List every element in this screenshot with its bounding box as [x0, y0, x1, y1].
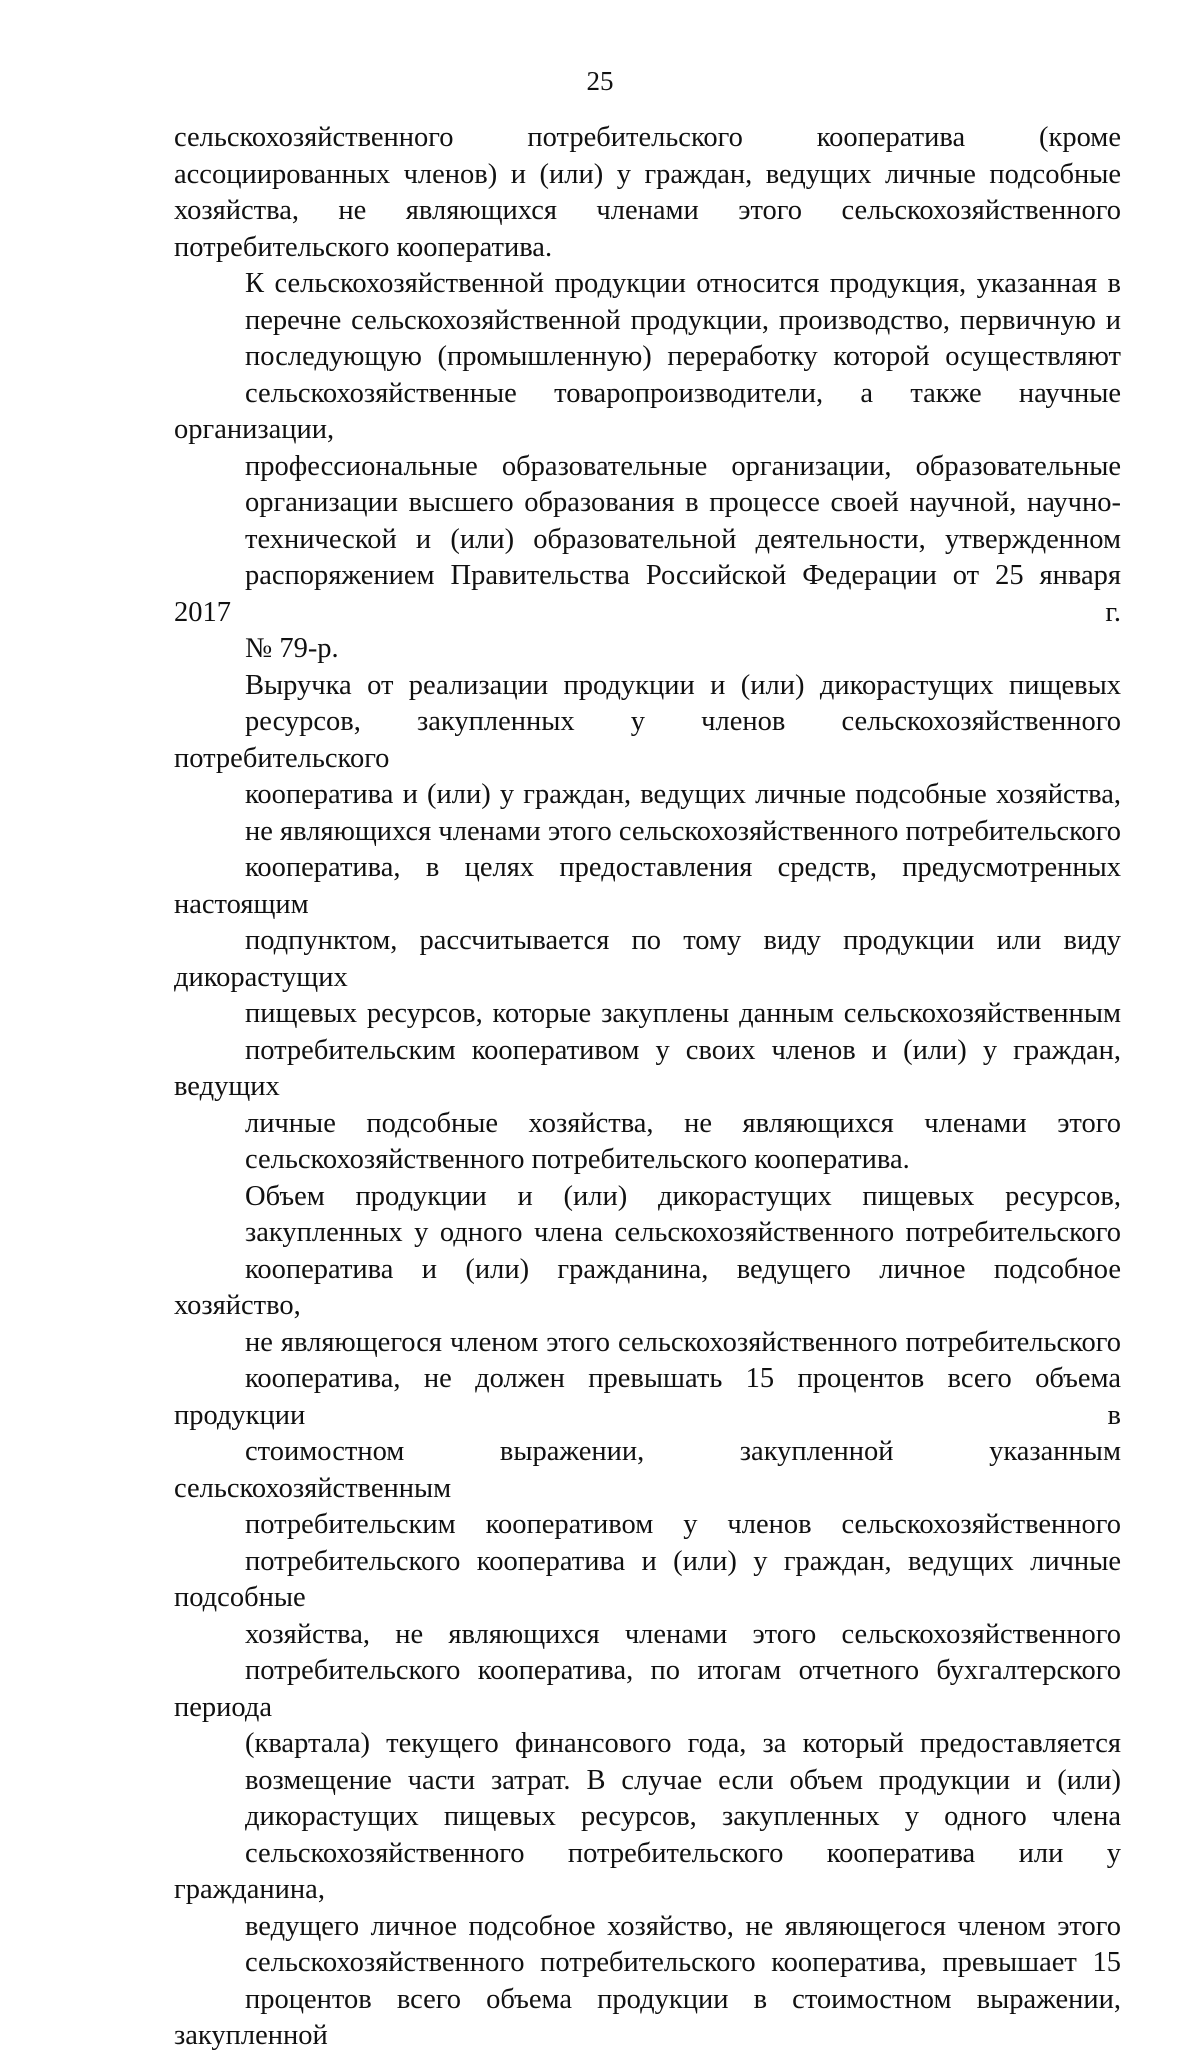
paragraph-revenue [174, 668, 1121, 1179]
text-line: сельскохозяйственного потребительского кооператива, превышает 15 [245, 1947, 1121, 1978]
document-body [174, 120, 1121, 2055]
text-line: подпунктом, рассчитывается по тому виду продукции или виду дикорастущих [174, 925, 1121, 993]
text-line: ведущего личное подсобное хозяйство, не являющегося членом этого [245, 1910, 1121, 1942]
text-line: возмещение части затрат. В случае если объем продукции и (или) [245, 1764, 1121, 1796]
text-line: потребительским кооперативом у своих членов и (или) у граждан, ведущих [174, 1034, 1121, 1102]
text-line: № 79-р. [245, 633, 339, 664]
text-line: кооператива, в целях предоставления средств, предусмотренных настоящим [174, 852, 1121, 920]
paragraph-agricultural-products [174, 266, 1121, 668]
text-line: потребительским кооперативом у членов сельскохозяйственного [245, 1509, 1121, 1540]
text-line: Выручка от реализации продукции и (или) дикорастущих пищевых [245, 669, 1121, 701]
text-line: последующую (промышленную) переработку которой осуществляют [245, 341, 1121, 372]
text-line: кооператива и (или) у граждан, ведущих личные подсобные хозяйства, [245, 779, 1121, 810]
text-line: закупленных у одного члена сельскохозяйственного потребительского [245, 1217, 1121, 1248]
text-line: сельскохозяйственные товаропроизводители, а также научные организации, [174, 377, 1121, 445]
text-line: сельскохозяйственного потребительского кооператива (кроме [174, 122, 1121, 153]
text-line: перечне сельскохозяйственной продукции, производство, первичную и [245, 304, 1121, 336]
text-line: хозяйства, не являющихся членами этого сельскохозяйственного [174, 195, 1121, 226]
text-line: потребительского кооператива и (или) у граждан, ведущих личные подсобные [174, 1545, 1121, 1613]
text-line: (квартала) текущего финансового года, за который предоставляется [245, 1728, 1121, 1759]
text-line: организации высшего образования в процессе своей научной, научно- [245, 487, 1121, 518]
text-line: сельскохозяйственного потребительского кооператива или у гражданина, [174, 1837, 1121, 1905]
page-number: 25 [586, 66, 614, 96]
text-line: технической и (или) образовательной деятельности, утвержденном [245, 523, 1121, 555]
paragraph-purchase-volume [174, 1179, 1121, 2055]
paragraph-continuation [174, 120, 1121, 266]
text-line: кооператива и (или) гражданина, ведущего личное подсобное хозяйство, [174, 1253, 1121, 1321]
text-line: потребительского кооператива, по итогам отчетного бухгалтерского периода [174, 1655, 1121, 1723]
text-line: стоимостном выражении, закупленной указанным сельскохозяйственным [174, 1436, 1121, 1504]
text-line: кооператива, не должен превышать 15 процентов всего объема продукции в [174, 1363, 1121, 1431]
text-line: ассоциированных членов) и (или) у граждан, ведущих личные подсобные [174, 158, 1121, 190]
text-line: К сельскохозяйственной продукции относится продукция, указанная в [245, 268, 1121, 299]
text-line: не являющихся членами этого сельскохозяйственного потребительского [245, 815, 1121, 847]
text-line: распоряжением Правительства Российской Федерации от 25 января 2017 г. [174, 560, 1121, 628]
text-line: сельскохозяйственного потребительского кооператива. [245, 1144, 910, 1175]
text-line: личные подсобные хозяйства, не являющихся членами этого [245, 1107, 1121, 1139]
text-line: потребительского кооператива. [174, 231, 553, 263]
text-line: пищевых ресурсов, которые закуплены данным сельскохозяйственным [245, 998, 1121, 1029]
text-line: процентов всего объема продукции в стоимостном выражении, закупленной [174, 1983, 1121, 2051]
text-line: хозяйства, не являющихся членами этого сельскохозяйственного [245, 1618, 1121, 1650]
text-line: Объем продукции и (или) дикорастущих пищевых ресурсов, [245, 1180, 1121, 1212]
text-line: дикорастущих пищевых ресурсов, закупленных у одного члена [245, 1801, 1121, 1832]
text-line: профессиональные образовательные организации, образовательные [245, 450, 1121, 482]
text-line: ресурсов, закупленных у членов сельскохозяйственного потребительского [174, 706, 1121, 774]
text-line: не являющегося членом этого сельскохозяйственного потребительского [245, 1326, 1121, 1358]
